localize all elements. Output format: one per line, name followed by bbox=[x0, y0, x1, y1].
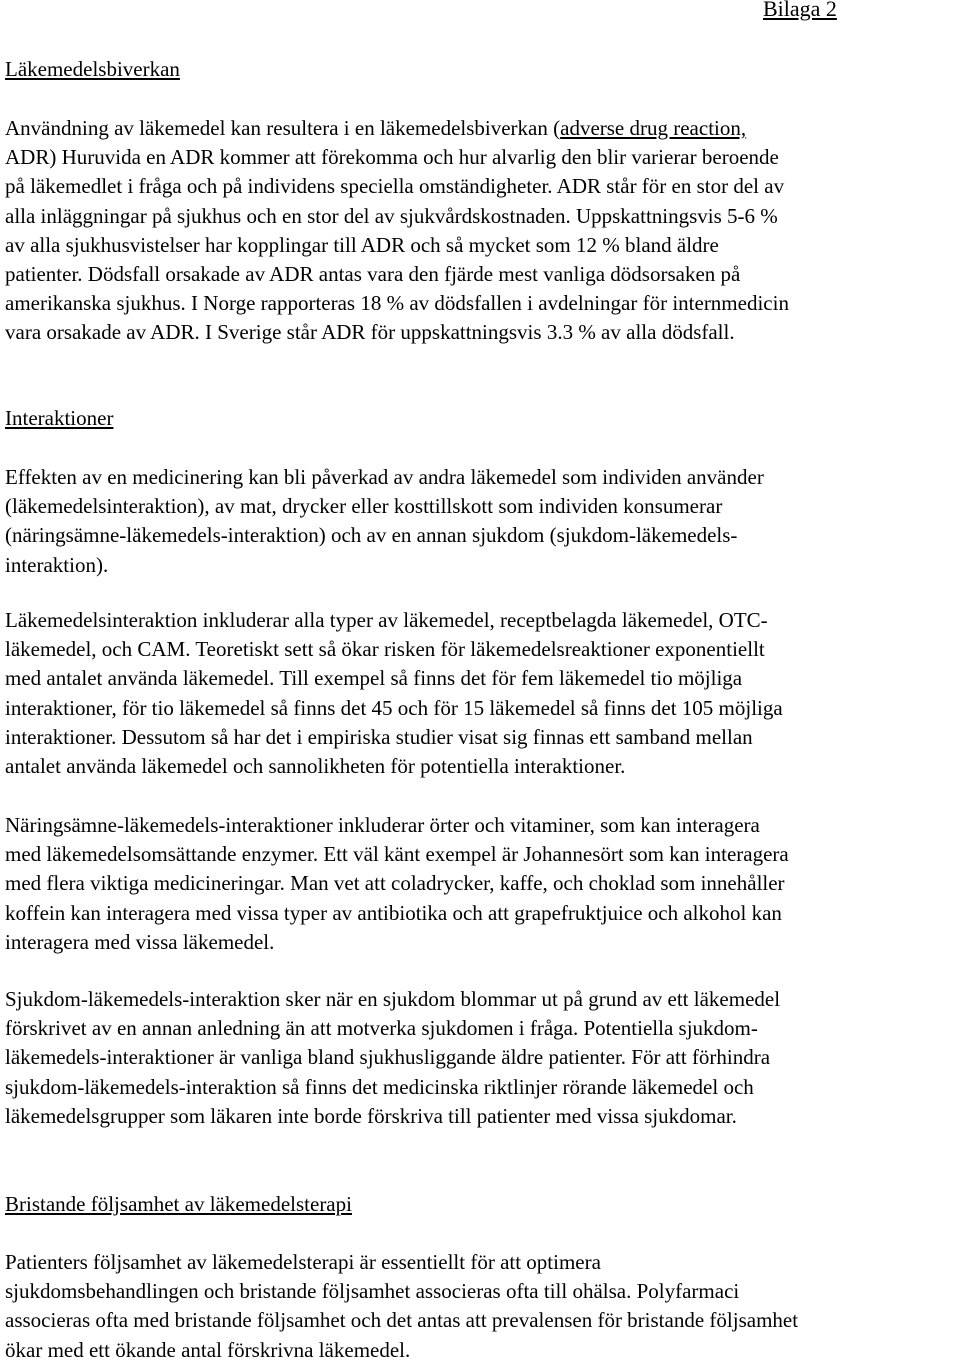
text-line: sjukdomsbehandlingen och bristande följsamhet associeras ofta till ohälsa. Polyfarmaci bbox=[5, 1279, 740, 1304]
text-line: amerikanska sjukhus. I Norge rapporteras 18 % av dödsfallen i avdelningar för internmedicin bbox=[5, 291, 789, 316]
text-line: ADR) Huruvida en ADR kommer att förekomma och hur alvarlig den blir varierar beroende bbox=[5, 145, 779, 170]
text-line: av alla sjukhusvistelser har kopplingar till ADR och så mycket som 12 % bland äldre bbox=[5, 232, 719, 257]
text-line: interaktioner, för tio läkemedel så finns det 45 och för 15 läkemedel så finns det 105 möjliga bbox=[5, 695, 783, 720]
paragraph-lakemedelsinteraktion bbox=[5, 606, 955, 781]
text-line: antalet använda läkemedel och sannolikheten för potentiella interaktioner. bbox=[5, 754, 626, 779]
text-line: (läkemedelsinteraktion), av mat, drycker eller kosttillskott som individen konsumerar bbox=[5, 494, 723, 519]
text-line: Användning av läkemedel kan resultera i en läkemedelsbiverkan (adverse drug reaction, bbox=[5, 116, 747, 140]
text-line: förskrivet av en annan anledning än att motverka sjukdomen i fråga. Potentiella sjukdom- bbox=[5, 1016, 758, 1041]
text-line: med flera viktiga medicineringar. Man vet att coladrycker, kaffe, och choklad som innehåller bbox=[5, 871, 785, 896]
text-line: associeras ofta med bristande följsamhet och det antas att prevalensen för bristande följsamhet bbox=[5, 1308, 799, 1333]
text-line: sjukdom-läkemedels-interaktion så finns det medicinska riktlinjer rörande läkemedel och bbox=[5, 1074, 754, 1099]
text-line: läkemedel, och CAM. Teoretiskt sett så ökar risken för läkemedelsreaktioner exponentiellt bbox=[5, 637, 765, 662]
text-line: interaktion). bbox=[5, 552, 109, 577]
text-line: koffein kan interagera med vissa typer av antibiotika och att grapefruktjuice och alkohol kan bbox=[5, 900, 782, 925]
appendix-label: Bilaga 2 bbox=[763, 0, 837, 21]
paragraph-sjukdom bbox=[5, 985, 955, 1131]
text-line: läkemedels-interaktioner är vanliga bland sjukhusliggande äldre patienter. För att förhindra bbox=[5, 1045, 771, 1070]
paragraph-foljsamhet bbox=[5, 1248, 955, 1365]
text-line: alla inläggningar på sjukhus och en stor del av sjukvårdskostnaden. Uppskattningsvis 5-6 % bbox=[5, 203, 778, 228]
text-line: Läkemedelsinteraktion inkluderar alla typer av läkemedel, receptbelagda läkemedel, OTC- bbox=[5, 608, 768, 632]
section-heading-lakemedelsbiverkan: Läkemedelsbiverkan bbox=[5, 57, 180, 81]
text-line: på läkemedlet i fråga och på individens speciella omständigheter. ADR står för en stor del av bbox=[5, 174, 785, 199]
english-term: adverse drug reaction, bbox=[560, 116, 747, 140]
text-line: Effekten av en medicinering kan bli påverkad av andra läkemedel som individen använder bbox=[5, 465, 764, 489]
section-heading-interaktioner: Interaktioner bbox=[5, 406, 114, 430]
text-line: med antalet använda läkemedel. Till exempel så finns det för fem läkemedel tio möjliga bbox=[5, 666, 743, 691]
text-line: interaktioner. Dessutom så har det i empiriska studier visat sig finnas ett samband mellan bbox=[5, 724, 753, 749]
text-line: vara orsakade av ADR. I Sverige står ADR för uppskattningsvis 3.3 % av alla dödsfall. bbox=[5, 320, 735, 345]
text-line: patienter. Dödsfall orsakade av ADR antas vara den fjärde mest vanliga dödsorsaken på bbox=[5, 262, 741, 287]
text-line: Näringsämne-läkemedels-interaktioner inkluderar örter och vitaminer, som kan interagera bbox=[5, 813, 760, 837]
text-line: Patienters följsamhet av läkemedelsterapi är essentiellt för att optimera bbox=[5, 1250, 601, 1274]
paragraph-adr bbox=[5, 114, 955, 348]
text-line: interagera med vissa läkemedel. bbox=[5, 929, 275, 954]
paragraph-effekten bbox=[5, 463, 955, 580]
text-line: läkemedelsgrupper som läkaren inte borde förskriva till patienter med vissa sjukdomar. bbox=[5, 1103, 737, 1128]
text-line: Sjukdom-läkemedels-interaktion sker när en sjukdom blommar ut på grund av ett läkemedel bbox=[5, 987, 781, 1011]
paragraph-naringsamne bbox=[5, 811, 955, 957]
text-line: (näringsämne-läkemedels-interaktion) och av en annan sjukdom (sjukdom-läkemedels- bbox=[5, 523, 738, 548]
text-line: ökar med ett ökande antal förskrivna läkemedel. bbox=[5, 1337, 411, 1362]
section-heading-bristande-foljsamhet: Bristande följsamhet av läkemedelsterapi bbox=[5, 1192, 352, 1216]
text-line: med läkemedelsomsättande enzymer. Ett väl känt exempel är Johannesört som kan interagera bbox=[5, 842, 789, 867]
